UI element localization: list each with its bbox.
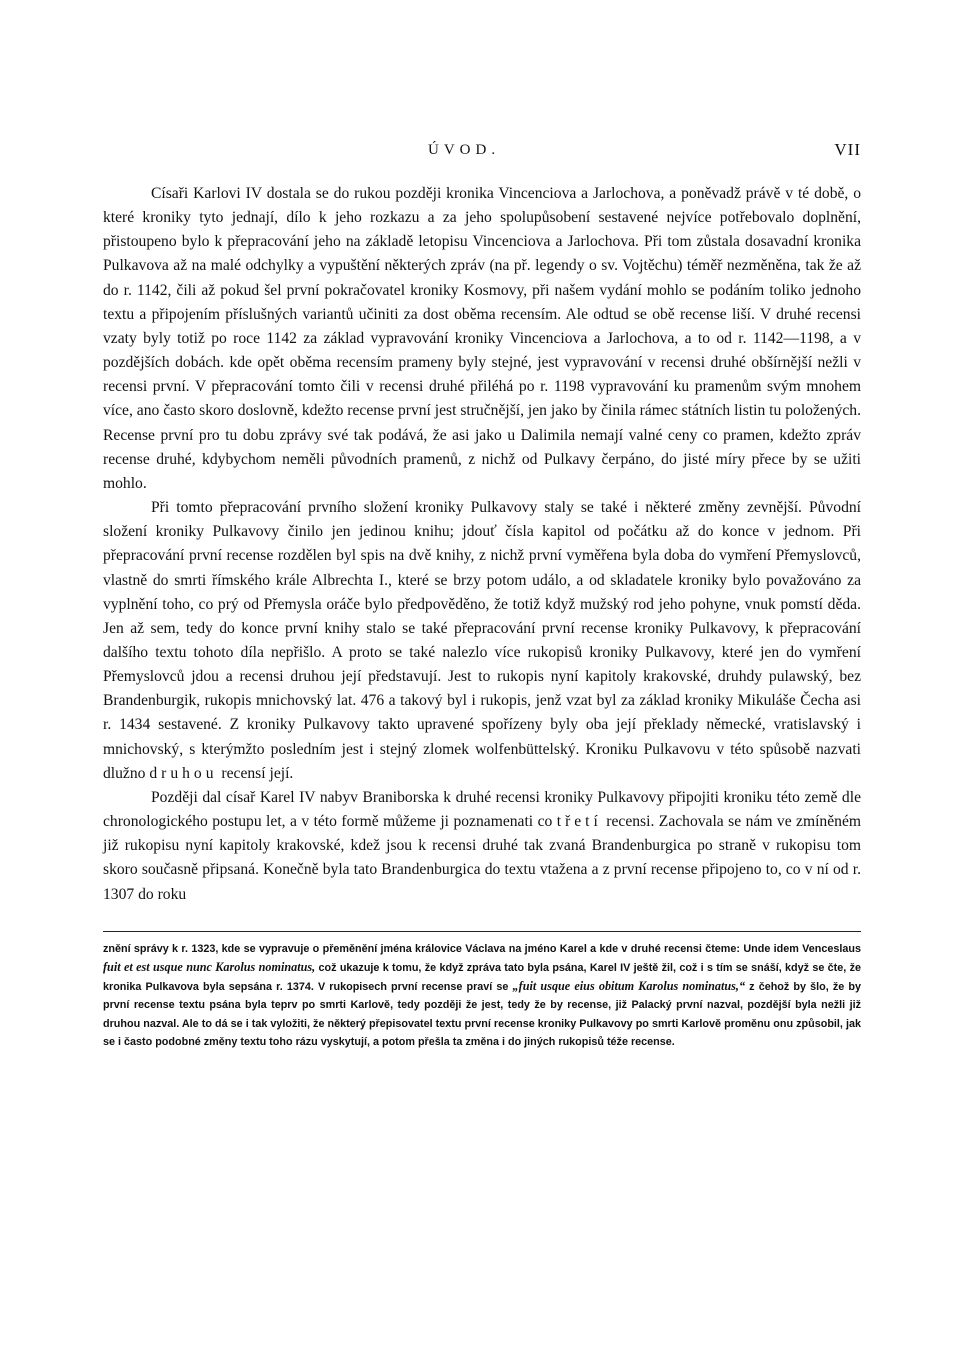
paragraph-text: Později dal císař Karel IV nabyv Braniborska k druhé recensi kroniky Pulkavovy připojiti kroniku této země dle chronologického postupu let, a v této formě můžeme ji poznamenati co bbox=[103, 788, 861, 831]
paragraph-text: Při tomto přepracování prvního složení kroniky Pulkavovy staly se také i některé změny zevnější. Původní složení kroniky Pulkavovy činilo jen jedinou knihu; jdouť čísla kapitol od počátku až do konce v jednom. Při přepracování první recense rozdělen byl spis na dvě knihy, z nichž první vyměřena byla doba do vymření Přemyslovců, vlastně do smrti římského krále Albrechta I., které se brzy potom událo, a od skladatele kroniky bylo považováno za vyplnění toho, co prý od Přemysla oráče bylo předpověděno, že totiž když mužský rod jeho pohyne, vnuk pomstí děda. Jen až sem, tedy do konce první knihy stalo se také přepracování první recense kroniky Pulkavovy, k přepracování dalšího textu tohoto díla nepřišlo. A proto se také nalezlo více rukopisů kroniky Pulkavovy, které jen do vymření Přemyslovců jdou a recensi druhou její představují. Jest to rukopis nyní kapitoly krakovské, druhdy pulawský, bez Brandenburgik, rukopis mnichovský lat. 476 a takový byl i rukopis, jenž vzat byl za základ kroniky Mikuláše Čecha asi r. 1434 sestavené. Z kroniky Pulkavovy takto upravené spořízeny byly oba její překlady německé, vratislavský i mnichovský, s kterýmžto posledním jest i stejný zlomek wolfenbüttelský. Kroniku Pulkavovu v této spůsobě nazvati dlužno bbox=[103, 499, 861, 782]
footnote-text: z čehož by šlo, že by první recense textu psána byla teprv po smrti Karlově, tedy později že jest, tedy že by recense, již Palacký první nazval, pozdější byla nežli již druhou nazval. Ale to dá se i tak vyložiti, že některý přepisovatel textu první recense kroniky Pulkavovy po smrti Karlově proměnu onu způsobil, jak se i často podobné změny textu toho rázu vyskytují, a potom přešla ta změna i do jiných rukopisů téže recense. bbox=[103, 981, 861, 1048]
spaced-emphasis: druhou bbox=[149, 764, 218, 782]
footnote-divider bbox=[103, 931, 861, 932]
paragraph bbox=[103, 182, 861, 496]
paragraph-text: recensi. Zachovala se nám ve zmíněném již rukopisu nyní kapitoly krakovské, kdež jsou k recensi druhé tak zvaná Brandenburgica po straně v rukopisu tom skoro současně připsaná. Konečně byla tato Brandenburgica do textu vtažena a z první recense připojeno to, co v ní od r. 1307 do roku bbox=[103, 813, 861, 903]
spaced-emphasis: třetí bbox=[556, 813, 602, 831]
paragraph-text: recensí její. bbox=[217, 764, 294, 782]
page-header bbox=[103, 140, 861, 170]
page-number: VII bbox=[834, 140, 861, 159]
paragraph bbox=[103, 496, 861, 786]
running-title: ÚVOD. bbox=[428, 142, 501, 158]
paragraph-text: Císaři Karlovi IV dostala se do rukou později kronika Vincenciova a Jarlochova, a poněvadž právě v té době, o které kroniky tyto jednají, dílo k jeho rozkazu a za jeho spolupůsobení sestavené nejvíce potřebovalo doplnění, přistoupeno bylo k přepracování jeho na základě letopisu Vincenciova a Jarlochova. Při tom zůstala dosavadní kronika Pulkavova až na malé odchylky a vypuštění některých zpráv (na př. legendy o sv. Vojtěchu) téměř nezměněna, tak že až do r. 1142, čili až pokud šel první pokračovatel kroniky Kosmovy, při našem vydání mohlo se podáním toliko jednoho textu a připojením příslušných variantů učiniti za dost oběma recensím. Ale odtud se obě recense liší. V druhé recensi vzaty byly totiž po roce 1142 za základ vypravování kroniky Vincenciova a Jarlochova, a to od r. 1142—1198, a v pozdějších dobách. kde opět oběma recensím prameny byly stejné, jest vypravování v recensi druhé obšírnější nežli v recensi první. V přepracování tomto čili v recensi druhé přiléhá po r. 1198 vypravování ku pramenům svým mnohem více, ano často skoro doslovně, kdežto recense první jest stručnější, jen jako by činila rámec státních listin tu položených. Recense první pro tu dobu zprávy své tak podává, že asi jako u Dalimila nemají valné ceny co pramen, kdežto zpráv recense druhé, kdybychom neměli původních pramenů, z nichž od Pulkavy čerpáno, do jisté míry přece by se užiti mohlo. bbox=[103, 185, 861, 492]
footnote bbox=[103, 940, 861, 1051]
footnote-italic: fuit et est usque nunc Karolus nominatus, bbox=[103, 959, 316, 974]
footnote-italic: „fuit usque eius obitum Karolus nominatus,“ bbox=[512, 979, 746, 994]
paragraph bbox=[103, 786, 861, 907]
footnote-text: znění správy k r. 1323, kde se vypravuje o přeměnění jména královice Václava na jméno Karel a kde v druhé recensi čteme: Unde idem Venceslaus bbox=[103, 942, 861, 955]
footnote-text: což ukazuje k tomu, že když zpráva tato byla psána, Karel IV ještě žil, což i s tím se snáší, když se čte, že kronika Pulkavova byla sepsána r. 1374. V rukopisech první recense praví se bbox=[103, 961, 861, 994]
document-page bbox=[103, 140, 861, 1051]
footnotes bbox=[103, 940, 861, 1051]
main-text bbox=[103, 182, 861, 907]
